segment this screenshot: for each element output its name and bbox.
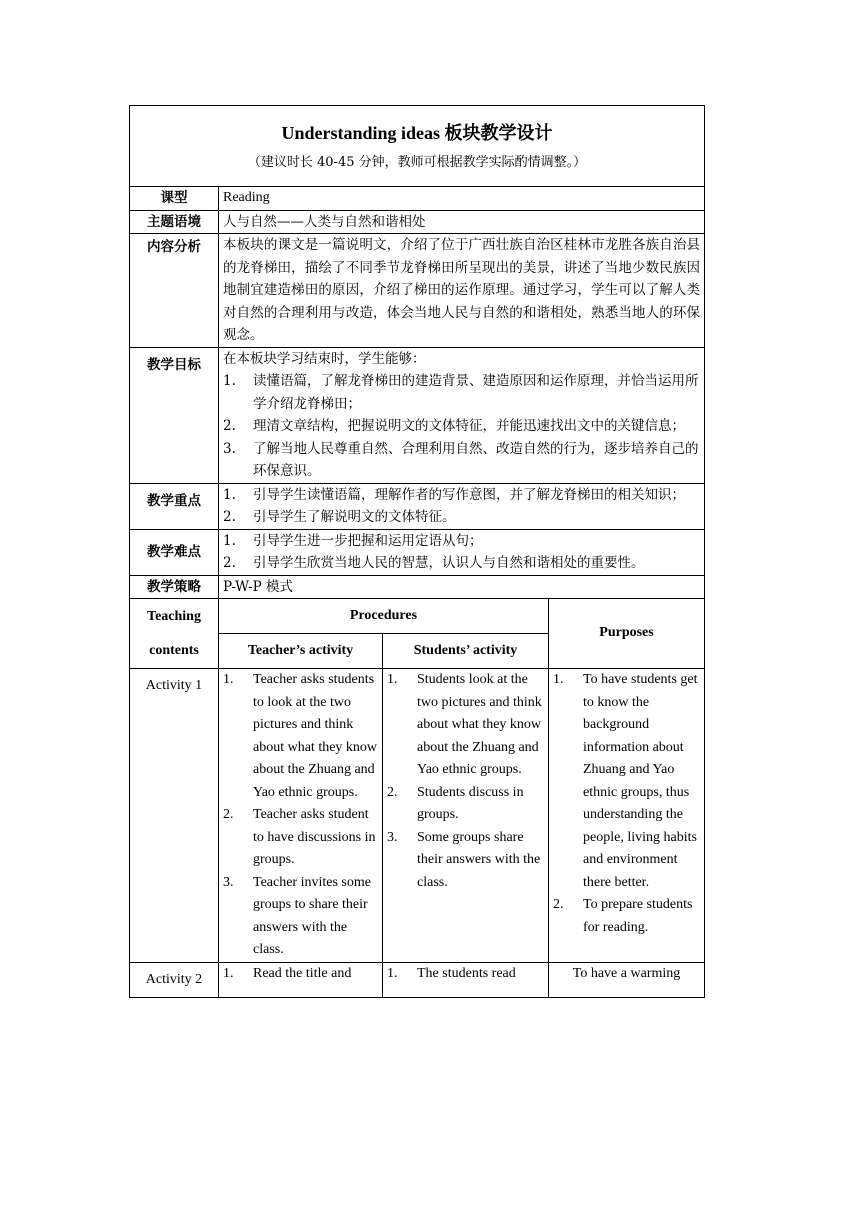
list-item: 1. Students look at the two pictures and think about what they know about the Zhuang and Yao ethnic groups. [387,672,542,777]
students-activity-cell [383,962,549,997]
list-item: 2. 引导学生欣赏当地人民的智慧，认识人与自然和谐相处的重要性。 [223,555,645,571]
students-activity-cell [383,669,549,963]
value-objectives [219,347,705,483]
list-item: 3. Some groups share their answers with the class. [387,829,541,890]
row-strategy [130,575,705,599]
label-strategy: 教学策略 [130,575,219,599]
header-procedures: Procedures [219,599,549,634]
teacher-activity-cell [219,669,383,963]
list-item: 1. 引导学生读懂语篇，理解作者的写作意图，并了解龙脊梯田的相关知识； [223,486,685,503]
label-focus: 教学重点 [130,483,219,529]
activity-row-2 [130,962,705,997]
row-analysis [130,234,705,348]
title-cell [130,106,705,187]
row-objectives [130,347,705,483]
list-item: 3. Teacher invites some groups to share their answers with the class. [223,874,371,957]
header-purposes: Purposes [549,599,705,669]
objectives-intro: 在本板块学习结束时，学生能够： [223,350,426,367]
difficulty-list [223,530,700,575]
list-item: 1. Read the title and [223,965,352,981]
label-type: 课型 [130,187,219,211]
list-item: 2. Teacher asks student to have discussions in groups. [223,807,376,867]
activity-name: Activity 1 [130,669,219,963]
objectives-list [223,370,700,483]
value-focus [219,483,705,529]
value-type: Reading [219,187,705,211]
list-item: 1. 引导学生进一步把握和运用定语从句； [223,532,483,549]
teacher-activity-cell [219,962,383,997]
list-item: 3. 了解当地人民尊重自然、合理利用自然、改造自然的行为，逐步培养自己的环保意识。 [223,440,699,479]
page-title: Understanding ideas 板块教学设计 [281,123,553,143]
lesson-plan-table [129,105,705,998]
list-item: 1. Teacher asks students to look at the two pictures and think about what they know about the Zhuang and Yao ethnic groups. [223,672,378,800]
header-row-1 [130,599,705,634]
label-difficulty: 教学难点 [130,529,219,575]
purposes-cell: To have a warming [549,962,705,997]
list-item: 2. Students discuss in groups. [387,784,524,822]
label-theme: 主题语境 [130,210,219,234]
activity-row-1 [130,669,705,963]
page-subtitle: （建议时长 40-45 分钟，教师可根据教学实际酌情调整。） [247,155,587,170]
label-analysis: 内容分析 [130,234,219,348]
list-item: 1. 读懂语篇，了解龙脊梯田的建造背景、建造原因和运作原理，并恰当运用所学介绍龙脊梯田； [223,373,699,412]
list-item: 1. The students read [387,965,516,981]
value-strategy: P-W-P 模式 [219,575,705,599]
value-theme: 人与自然——人类与自然和谐相处 [219,210,705,234]
header-teaching-contents: Teaching contents [130,599,219,669]
header-teacher-activity: Teacher’s activity [219,634,383,669]
purposes-cell [549,669,705,963]
row-type [130,187,705,211]
focus-list [223,484,700,529]
value-analysis: 本板块的课文是一篇说明文，介绍了位于广西壮族自治区桂林市龙胜各族自治县的龙脊梯田，描绘了不同季节龙脊梯田所呈现出的美景，讲述了当地少数民族因地制宜建造梯田的原因，介绍了梯田的运作原理。通过学习，学生可以了解人类对自然的合理利用与改造，体会当地人民与自然的和谐相处，熟悉当地人的环保观念。 [219,234,705,348]
activity-name: Activity 2 [130,962,219,997]
list-item: 2. 理清文章结构，把握说明文的文体特征，并能迅速找出文中的关键信息； [223,418,685,434]
value-difficulty [219,529,705,575]
header-students-activity: Students’ activity [383,634,549,669]
row-theme [130,210,705,234]
list-item: 2. To prepare students for reading. [553,897,693,935]
label-objectives: 教学目标 [130,347,219,483]
list-item: 1. To have students get to know the background information about Zhuang and Yao ethnic groups, thus understanding the people, living habits and environment there better. [553,672,698,890]
title-row [130,106,705,187]
row-difficulty [130,529,705,575]
list-item: 2. 引导学生了解说明文的文体特征。 [223,509,456,525]
row-focus [130,483,705,529]
